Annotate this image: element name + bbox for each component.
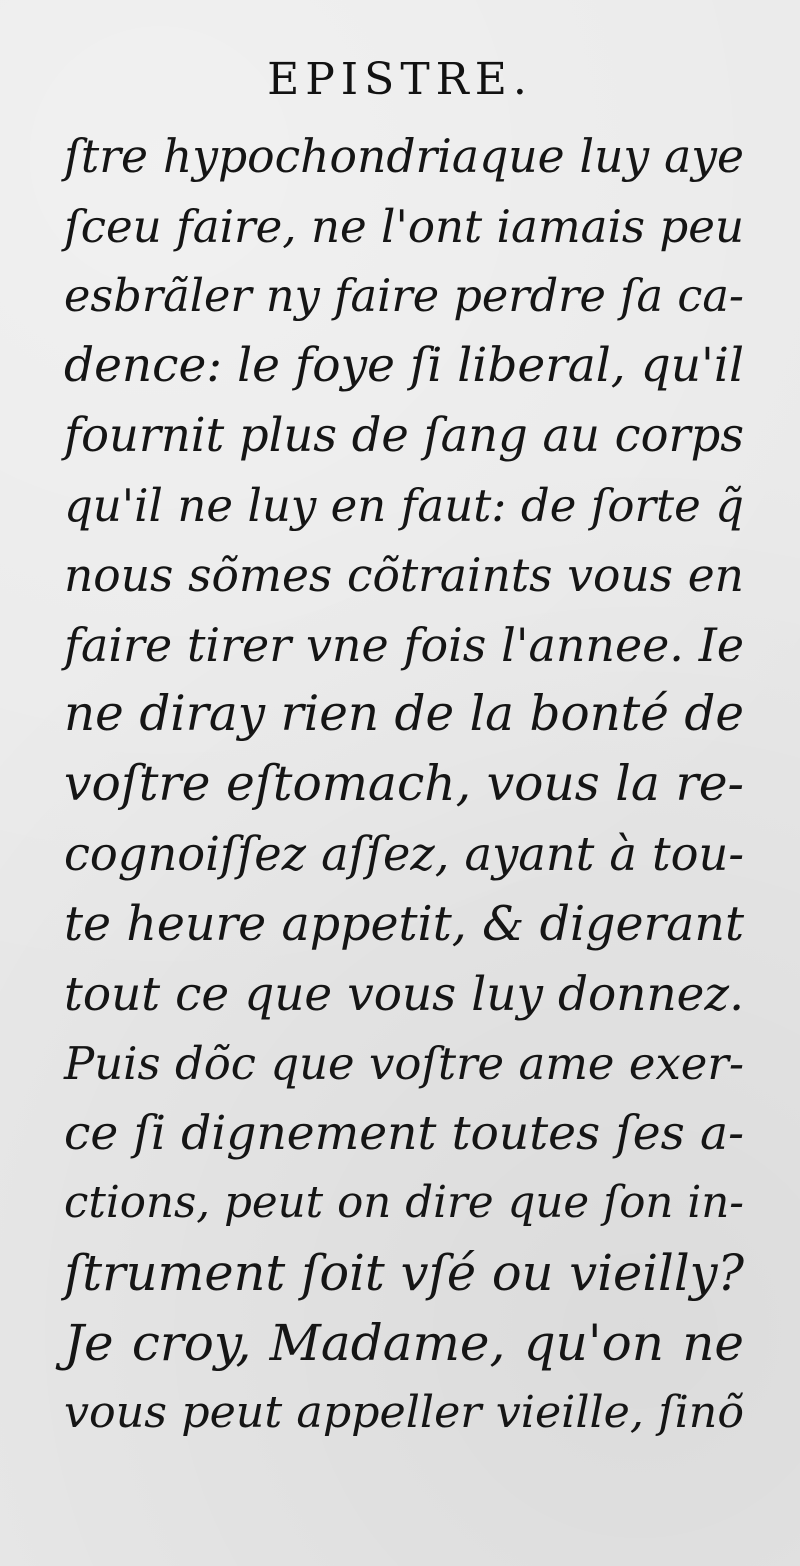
text-line: te heure appetit, & digerant	[64, 896, 744, 952]
text-line: ſceu faire, ne l'ont iamais peu	[64, 199, 744, 253]
text-line: Puis dõc que voſtre ame exer-	[64, 1037, 744, 1091]
text-line: qu'il ne luy en faut: de ſorte q̃	[64, 478, 744, 532]
text-line: Je croy, Madame, qu'on ne	[64, 1313, 744, 1372]
page-body	[64, 122, 744, 1448]
text-line: nous sõmes cõtraints vous en	[64, 548, 744, 602]
text-line: ſtre hypochondriaque luy aye	[64, 130, 744, 183]
text-line: esbrãler ny faire perdre ſa ca-	[64, 269, 744, 322]
text-line: cognoiſſez aſſez, ayant à tou-	[64, 826, 744, 881]
text-line: dence: le foye ſi liberal, qu'il	[64, 338, 744, 394]
text-line: fournit plus de ſang au corps	[64, 408, 744, 463]
text-line: ne diray rien de la bonté de	[64, 686, 744, 743]
text-line: ſtrument ſoit vſé ou vieilly?	[64, 1243, 744, 1302]
text-line: faire tirer vne fois l'annee. Ie	[64, 617, 744, 672]
text-line: ce ſi dignement toutes ſes a-	[64, 1106, 744, 1162]
text-line: voſtre eſtomach, vous la re-	[64, 756, 744, 813]
text-line: vous peut appeller vieille, ſinõ	[64, 1387, 744, 1439]
text-line: ctions, peut on dire que ſon in-	[64, 1177, 744, 1228]
text-line: tout ce que vous luy donnez.	[64, 966, 744, 1022]
page-header: EPISTRE.	[267, 54, 533, 105]
